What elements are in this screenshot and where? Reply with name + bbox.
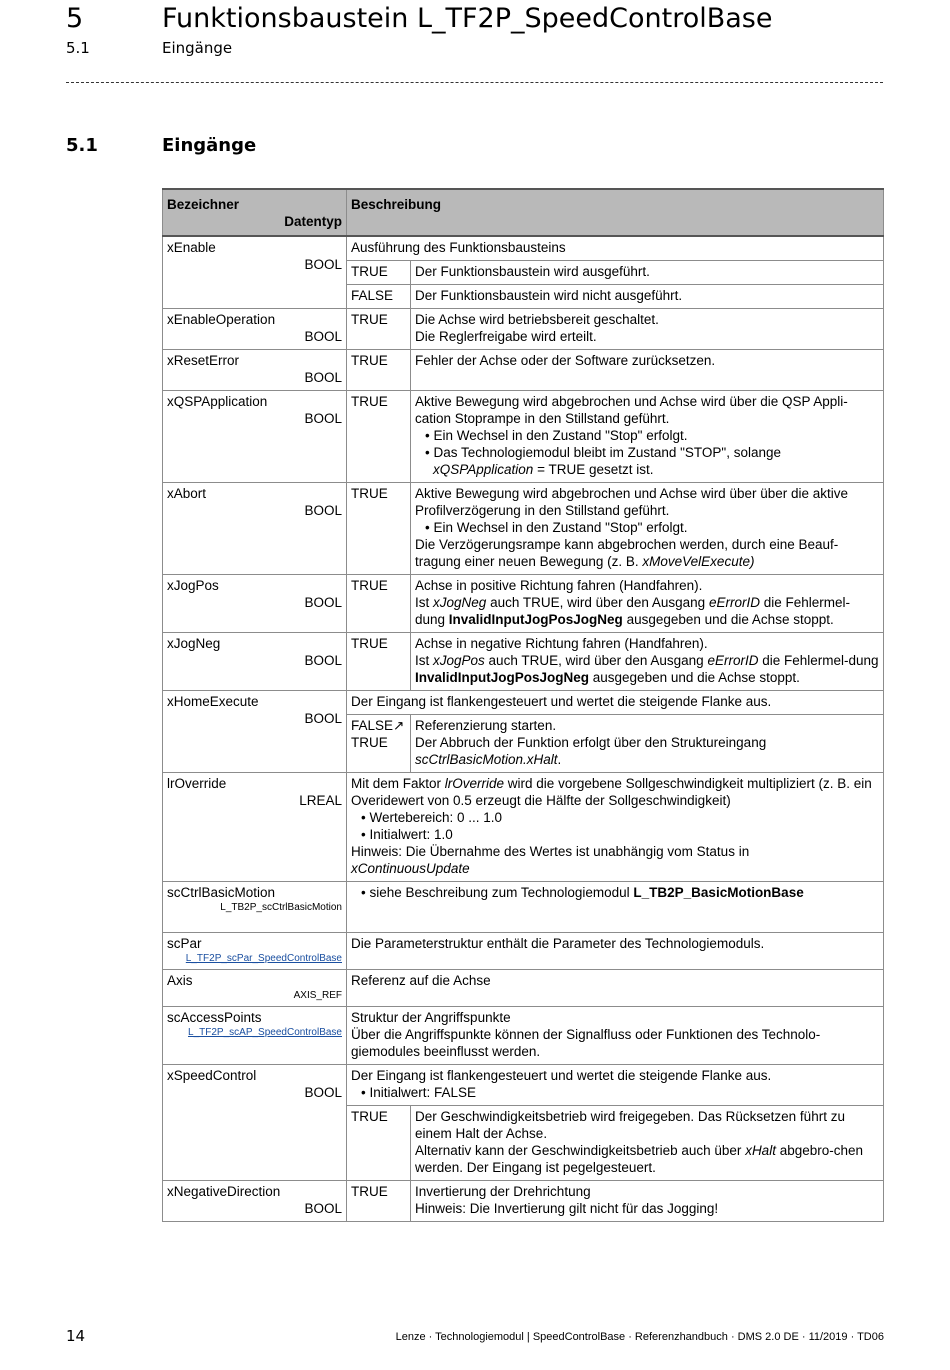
page-number: 14: [66, 1327, 86, 1345]
param-name: xJogPos: [167, 578, 219, 593]
bullet-text: Initialwert: FALSE: [369, 1085, 477, 1100]
inputs-table: [162, 188, 884, 1222]
param-cell: [163, 882, 347, 933]
param-name: xNegativeDirection: [167, 1184, 281, 1199]
param-datatype: L_TB2P_scCtrlBasicMotion: [220, 902, 342, 913]
description-line: [415, 536, 879, 570]
bullet-item: • Initialwert: FALSE: [361, 1085, 477, 1100]
table-row: [163, 691, 884, 715]
italic-term: eErrorID: [708, 595, 760, 610]
param-datatype: BOOL: [304, 411, 342, 426]
description-line: [415, 751, 879, 768]
table-row: [163, 1007, 884, 1065]
param-name: xEnableOperation: [167, 312, 276, 327]
param-description: [347, 882, 884, 933]
description-text: Die Verzögerungsrampe kann abgebrochen werden, durch eine Beauf-tragung einer neuen Bewegung (z. B.: [415, 537, 839, 569]
description-line: Der Eingang ist flankengesteuert und wertet die steigende Flanke aus.: [351, 1068, 772, 1083]
value-cell: TRUE: [347, 391, 411, 483]
bullet-text: Ein Wechsel in den Zustand "Stop" erfolgt.: [433, 520, 688, 535]
param-datatype: BOOL: [304, 595, 342, 610]
table-row: [163, 633, 884, 691]
value-cell: TRUE: [347, 1106, 411, 1181]
bullet-text: siehe Beschreibung zum Technologiemodul: [369, 885, 634, 900]
param-datatype: BOOL: [304, 503, 342, 518]
chapter-title: Funktionsbaustein L_TF2P_SpeedControlBase: [162, 3, 773, 34]
value-cell: TRUE: [347, 350, 411, 391]
table-row: [163, 236, 884, 261]
param-cell: [163, 1007, 347, 1065]
description-text: Ist: [415, 653, 434, 668]
bullet-item: • Initialwert: 1.0: [361, 827, 453, 842]
footer-text: Lenze · Technologiemodul | SpeedControlBase · Referenzhandbuch · DMS 2.0 DE · 11/2019 · TD06: [395, 1331, 884, 1343]
description-line: Hinweis: Die Invertierung gilt nicht für das Jogging!: [415, 1201, 719, 1216]
description-text: ausgegeben und die Achse stoppt.: [589, 670, 800, 685]
param-cell: [163, 633, 347, 691]
description-line: Die Achse wird betriebsbereit geschaltet.: [415, 312, 659, 327]
description-line: [415, 594, 879, 628]
table-row: [163, 391, 884, 483]
param-datatype: BOOL: [304, 711, 342, 726]
param-datatype: BOOL: [304, 653, 342, 668]
value-cell: TRUE: [347, 309, 411, 350]
param-description: Die Parameterstruktur enthält die Parameter des Technologiemoduls.: [347, 933, 884, 970]
header-section-title: Eingänge: [162, 39, 233, 57]
param-datatype: BOOL: [304, 370, 342, 385]
description-line: Der Geschwindigkeitsbetrieb wird freigegeben. Das Rücksetzen führt zu einem Halt der Achse.: [415, 1109, 845, 1141]
value-cell: TRUE: [347, 261, 411, 285]
table-row: [163, 309, 884, 350]
italic-term: xContinuousUpdate: [351, 861, 470, 876]
param-name: scCtrlBasicMotion: [167, 885, 276, 900]
italic-term: eErrorID: [707, 653, 759, 668]
description-text: ausgegeben und die Achse stoppt.: [622, 612, 834, 627]
bullet-text: Wertebereich: 0 ... 1.0: [369, 810, 503, 825]
description-text: abgebro-chen werden. Der Eingang ist pegelgesteuert.: [415, 1143, 864, 1175]
param-cell: [163, 391, 347, 483]
bullet-text: Ein Wechsel in den Zustand "Stop" erfolgt.: [433, 428, 688, 443]
description-line: [415, 1142, 879, 1176]
value-description: [411, 575, 884, 633]
description-text: .: [557, 752, 562, 767]
value-description: Fehler der Achse oder der Software zurücksetzen.: [411, 350, 884, 391]
table-row: [163, 575, 884, 633]
param-name: xSpeedControl: [167, 1068, 257, 1083]
description-line: [351, 860, 879, 877]
description-text: Mit dem Faktor: [351, 776, 445, 791]
bullet-item: • siehe Beschreibung zum Technologiemodul L_TB2P_BasicMotionBase: [361, 885, 804, 900]
param-datatype-link[interactable]: L_TF2P_scPar_SpeedControlBase: [185, 953, 342, 964]
table-row: [163, 1065, 884, 1106]
param-datatype: BOOL: [304, 257, 342, 272]
description-line: Die Reglerfreigabe wird erteilt.: [415, 329, 597, 344]
description-line: Aktive Bewegung wird abgebrochen und Achse wird über die QSP Appli-cation Stoprampe in den Stillstand geführt.: [415, 394, 848, 426]
italic-term: xMoveVelExecute): [642, 554, 755, 569]
param-description: [347, 1065, 884, 1106]
param-datatype: BOOL: [304, 1201, 342, 1216]
description-line: Hinweis: Die Übernahme des Wertes ist unabhängig vom Status in: [351, 844, 750, 859]
param-cell: [163, 970, 347, 1007]
param-name: lrOverride: [167, 776, 227, 791]
param-description: Der Eingang ist flankengesteuert und wertet die steigende Flanke aus.: [347, 691, 884, 715]
error-code: InvalidInputJogPosJogNeg: [415, 670, 590, 685]
description-line: [351, 775, 879, 809]
table-row: [163, 483, 884, 575]
header-description: Beschreibung: [347, 189, 884, 236]
table-header-row: [163, 189, 884, 236]
header-divider: [66, 82, 883, 83]
bullet-continuation: [415, 461, 879, 478]
param-cell: [163, 1065, 347, 1181]
value-description: [411, 1181, 884, 1222]
description-line: Der Abbruch der Funktion erfolgt über den Struktureingang: [415, 735, 767, 750]
italic-term: xJogNeg: [433, 595, 487, 610]
value-description: [411, 715, 884, 773]
italic-term: xHalt: [745, 1143, 776, 1158]
param-description: [347, 1007, 884, 1065]
header-name-cell: [163, 189, 347, 236]
value-description: [411, 483, 884, 575]
value-description: [411, 391, 884, 483]
table-row: [163, 1181, 884, 1222]
value-label: FALSE↗: [351, 718, 405, 733]
description-text: auch TRUE, wird über den Ausgang: [486, 595, 709, 610]
param-name: xQSPApplication: [167, 394, 268, 409]
param-datatype: BOOL: [304, 1085, 342, 1100]
value-description: [411, 1106, 884, 1181]
param-description: Referenz auf die Achse: [347, 970, 884, 1007]
param-name: scAccessPoints: [167, 1010, 262, 1025]
value-description: [411, 633, 884, 691]
description-text: die Fehlermel-dung: [758, 653, 879, 668]
description-line: Referenzierung starten.: [415, 718, 557, 733]
description-text: die Fehlermel-dung: [415, 595, 850, 627]
italic-term: scCtrlBasicMotion.xHalt: [415, 752, 558, 767]
header-datatype: Datentyp: [284, 214, 342, 229]
description-text: Ist: [415, 595, 434, 610]
param-datatype: LREAL: [299, 793, 342, 808]
param-cell: [163, 1181, 347, 1222]
value-cell: [347, 715, 411, 773]
value-label: TRUE: [351, 735, 388, 750]
table-row: [163, 882, 884, 933]
description-text: Alternativ kann der Geschwindigkeitsbetrieb auch über: [415, 1143, 746, 1158]
italic-term: xQSPApplication: [433, 462, 534, 477]
value-description: Der Funktionsbaustein wird ausgeführt.: [411, 261, 884, 285]
value-description: [411, 309, 884, 350]
param-description: [347, 773, 884, 882]
description-text: wird die vorgebene Sollgeschwindigkeit multipliziert (z. B. ein Overidewert von 0.5 erzeugt die Hälfte der Sollgeschwindigkeit): [351, 776, 872, 808]
italic-term: xJogPos: [433, 653, 485, 668]
param-name: xJogNeg: [167, 636, 221, 651]
description-text: auch TRUE, wird über den Ausgang: [484, 653, 708, 668]
param-description: Ausführung des Funktionsbausteins: [347, 236, 884, 261]
description-line: Struktur der Angriffspunkte: [351, 1010, 511, 1025]
param-cell: [163, 933, 347, 970]
param-cell: [163, 575, 347, 633]
param-name: xEnable: [167, 240, 216, 255]
bullet-text: = TRUE gesetzt ist.: [533, 462, 654, 477]
table-row: [163, 970, 884, 1007]
param-name: xResetError: [167, 353, 240, 368]
value-cell: TRUE: [347, 483, 411, 575]
bullet-item: • Ein Wechsel in den Zustand "Stop" erfolgt.: [425, 428, 688, 443]
bullet-text: Initialwert: 1.0: [369, 827, 453, 842]
description-line: Achse in negative Richtung fahren (Handfahren).: [415, 636, 708, 651]
bullet-text: Das Technologiemodul bleibt im Zustand "STOP", solange: [433, 445, 782, 460]
param-datatype: AXIS_REF: [293, 990, 342, 1001]
param-datatype: BOOL: [304, 329, 342, 344]
description-line: Invertierung der Drehrichtung: [415, 1184, 591, 1199]
description-line: Aktive Bewegung wird abgebrochen und Achse wird über über die aktive Profilverzögerung in den Stillstand geführt.: [415, 486, 849, 518]
param-cell: [163, 773, 347, 882]
param-name: xHomeExecute: [167, 694, 259, 709]
param-name: xAbort: [167, 486, 207, 501]
header-section-number: 5.1: [66, 39, 90, 57]
param-datatype-link[interactable]: L_TF2P_scAP_SpeedControlBase: [188, 1027, 342, 1038]
chapter-number: 5: [66, 3, 84, 34]
value-description: Der Funktionsbaustein wird nicht ausgeführt.: [411, 285, 884, 309]
table-row: [163, 773, 884, 882]
param-cell: [163, 350, 347, 391]
table-row: [163, 933, 884, 970]
description-line: Achse in positive Richtung fahren (Handfahren).: [415, 578, 703, 593]
header-name: Bezeichner: [167, 197, 240, 212]
table-row: [163, 350, 884, 391]
param-cell: [163, 691, 347, 773]
param-name: scPar: [167, 936, 202, 951]
bullet-item: • Wertebereich: 0 ... 1.0: [361, 810, 503, 825]
param-cell: [163, 309, 347, 350]
param-name: Axis: [167, 973, 193, 988]
param-cell: [163, 236, 347, 309]
value-cell: TRUE: [347, 633, 411, 691]
bullet-item: • Ein Wechsel in den Zustand "Stop" erfolgt.: [425, 520, 688, 535]
error-code: InvalidInputJogPosJogNeg: [448, 612, 623, 627]
value-cell: TRUE: [347, 1181, 411, 1222]
italic-term: lrOverride: [444, 776, 505, 791]
section-title: Eingänge: [162, 135, 257, 156]
description-line: Über die Angriffspunkte können der Signalfluss oder Funktionen des Technolo-giemodules beeinflusst werden.: [351, 1027, 821, 1059]
value-cell: TRUE: [347, 575, 411, 633]
param-cell: [163, 483, 347, 575]
value-cell: FALSE: [347, 285, 411, 309]
bullet-item: • Das Technologiemodul bleibt im Zustand "STOP", solange: [425, 445, 782, 460]
section-number: 5.1: [66, 135, 98, 156]
description-line: [415, 652, 879, 686]
module-name: L_TB2P_BasicMotionBase: [633, 885, 804, 900]
